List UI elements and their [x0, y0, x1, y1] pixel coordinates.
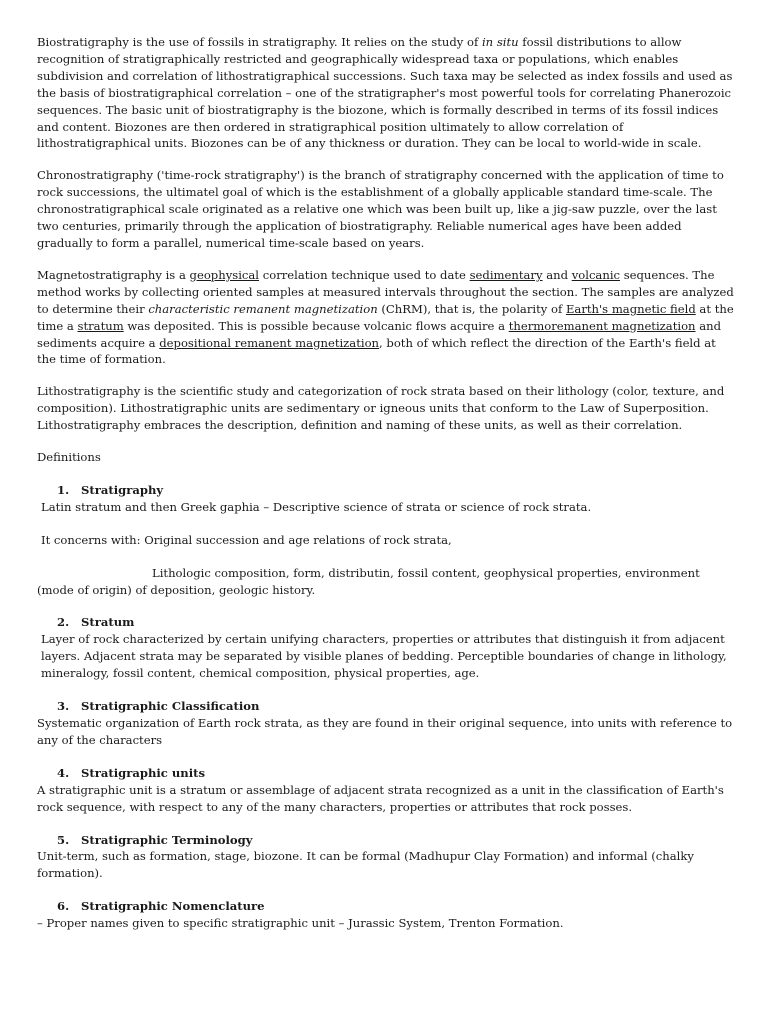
- italic-in-situ: in situ: [481, 35, 519, 49]
- document-page: [37, 34, 737, 948]
- definition-heading-classification: 3. Stratigraphic Classification: [57, 699, 260, 714]
- link-stratum[interactable]: stratum: [77, 318, 124, 333]
- definition-text-terminology: Unit-term, such as formation, stage, biozone. It can be formal (Madhupur Clay Formation) and informal (chalky formation).: [37, 849, 694, 881]
- link-geophysical[interactable]: geophysical: [189, 267, 260, 282]
- definition-text-classification: Systematic organization of Earth rock strata, as they are found in their original sequence, into units with reference to any of the characters: [37, 716, 733, 747]
- definition-heading-stratum: 2. Stratum: [57, 615, 135, 630]
- definition-heading-stratigraphy: 1. Stratigraphy: [57, 482, 164, 497]
- definition-text-stratum: Layer of rock characterized by certain unifying characters, properties or attributes that distinguish it from adjacent layers. Adjacent strata may be separated by visible planes of bedding. Perceptible boundaries of change in lithology, mineralogy, fossil content, chemical composition, physical properties, age.: [41, 632, 727, 681]
- paragraph-magnetostratigraphy: Magnetostratigraphy is a geophysical correlation technique used to date sedimentary and volcanic sequences. The method works by collecting oriented samples at measured intervals throughout the section. The samples are analyzed to determine their characteristic remanent magnetization (ChRM), that is, the polarity of Earth's magnetic field at the time a stratum was deposited. This is possible because volcanic flows acquire a thermoremanent magnetization and sediments acquire a depositional remanent magnetization, both of which reflect the direction of the Earth's field at the time of formation.: [37, 267, 734, 367]
- paragraph-chronostratigraphy: Chronostratigraphy ('time-rock stratigraphy') is the branch of stratigraphy concerned with the application of time to rock successions, the ultimatel goal of which is the establishment of a globally applicable standard time-scale. The chronostratigraphical scale originated as a relative one which was been built up, like a jig-saw puzzle, over the last two centuries, primarily through the application of biostratigraphy. Reliable numerical ages have been added gradually to form a parallel, numerical time-scale based on years.: [37, 168, 724, 250]
- paragraph-lithostratigraphy: Lithostratigraphy is the scientific study and categorization of rock strata based on their lithology (color, texture, and composition). Lithostratigraphic units are sedimentary or igneous units that conform to the Law of Superposition. Lithostratigraphy embraces the description, definition and naming of these units, as well as their correlation.: [37, 384, 725, 433]
- definition-line: Lithologic composition, form, distributin, fossil content, geophysical properties, environment: [152, 565, 700, 580]
- definition-heading-nomenclature: 6. Stratigraphic Nomenclature: [57, 899, 265, 914]
- paragraph-biostratigraphy: Biostratigraphy is the use of fossils in stratigraphy. It relies on the study of in situ fossil distributions to allow recognition of stratigraphically restricted and geographically widespread taxa or populations, which enables subdivision and correlation of lithostratigraphical successions. Such taxa may be selected as index fossils and used as the basis of biostratigraphical correlation – one of the stratigrapher's most powerful tools for correlating Phanerozoic sequences. The basic unit of biostratigraphy is the biozone, which is formally described in terms of its fossil indices and content. Biozones are then ordered in stratigraphical position ultimately to allow correlation of lithostratigraphical units. Biozones can be of any thickness or duration. They can be local to world-wide in scale.: [37, 35, 733, 151]
- definition-line: Latin stratum and then Greek gaphia – Descriptive science of strata or science of rock strata.: [41, 499, 592, 514]
- definition-heading-terminology: 5. Stratigraphic Terminology: [57, 832, 253, 847]
- definitions-title: Definitions: [37, 450, 101, 465]
- definition-line: It concerns with: Original succession and age relations of rock strata,: [41, 532, 452, 547]
- link-thermoremanent-magnetization[interactable]: thermoremanent magnetization: [508, 318, 696, 333]
- link-sedimentary[interactable]: sedimentary: [469, 267, 543, 282]
- link-earths-magnetic-field[interactable]: Earth's magnetic field: [565, 301, 696, 316]
- italic-chrm: characteristic remanent magnetization: [148, 301, 378, 316]
- definition-heading-units: 4. Stratigraphic units: [57, 765, 206, 780]
- link-depositional-remanent-magnetization[interactable]: depositional remanent magnetization: [159, 335, 380, 350]
- definition-line: (mode of origin) of deposition, geologic history.: [37, 582, 316, 597]
- definition-text-nomenclature: – Proper names given to specific stratigraphic unit – Jurassic System, Trenton Formation.: [37, 916, 564, 931]
- definition-text-units: A stratigraphic unit is a stratum or assemblage of adjacent strata recognized as a unit in the classification of Earth's rock sequence, with respect to any of the many characters, properties or attributes that rock posses.: [37, 782, 724, 814]
- link-volcanic[interactable]: volcanic: [571, 267, 621, 282]
